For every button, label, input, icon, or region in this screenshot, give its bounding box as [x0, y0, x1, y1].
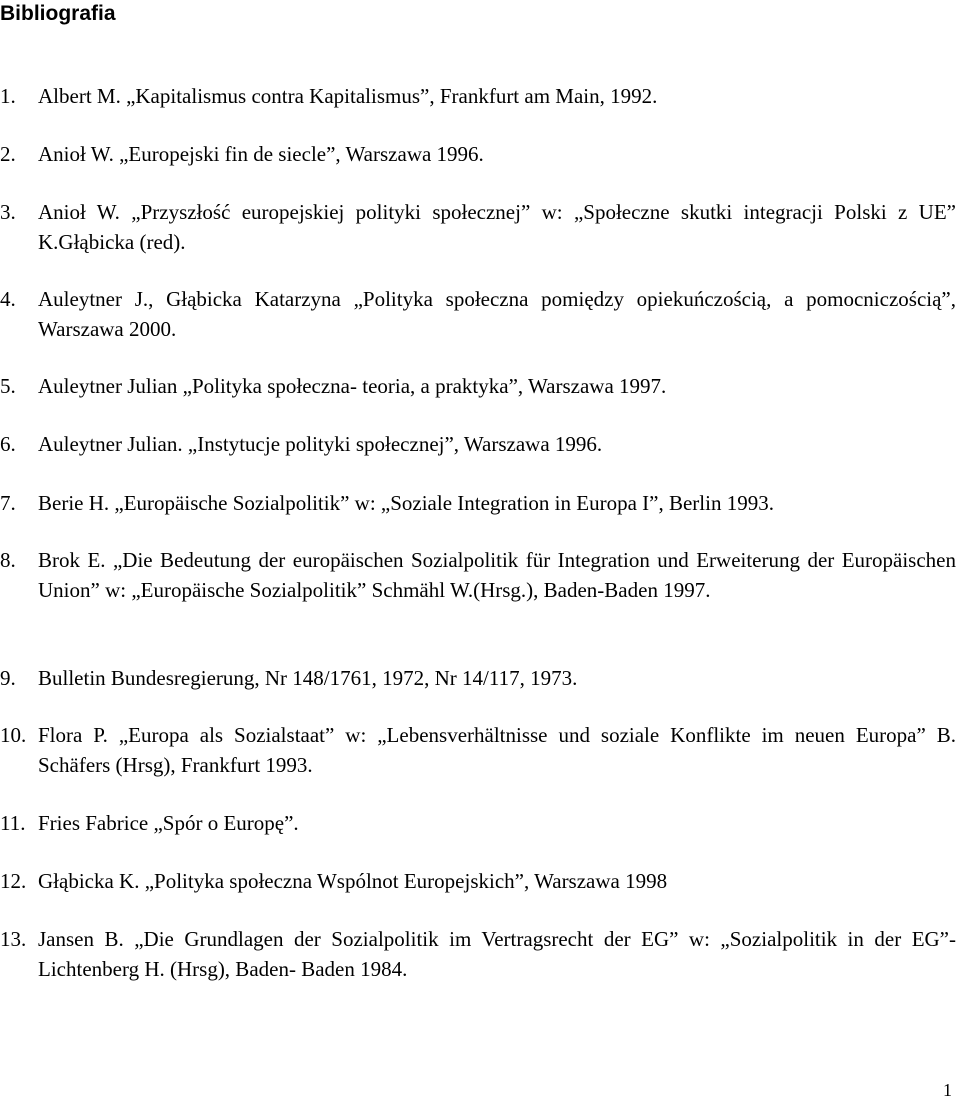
entry-number: 13. [0, 927, 27, 951]
entry-number: 5. [0, 374, 16, 398]
entry-text: Berie H. „Europäische Sozialpolitik” w: „Soziale Integration in Europa I”, Berlin 1993. [38, 491, 774, 515]
page-title: Bibliografia [0, 2, 116, 25]
entry-number: 3. [0, 200, 16, 224]
entry-number: 2. [0, 142, 16, 166]
entry-text: Brok E. „Die Bedeutung der europäischen Sozialpolitik für Integration und Erweiterung der Europäischen Union” w: „Europäische Sozialpolitik” Schmähl W.(Hrsg.), Baden-Baden 1997. [38, 548, 956, 602]
entry-text: Auleytner Julian „Polityka społeczna- teoria, a praktyka”, Warszawa 1997. [38, 374, 667, 398]
entry-text: Anioł W. „Przyszłość europejskiej polityki społecznej” w: „Społeczne skutki integracji Polski z UE” K.Głąbicka (red). [38, 200, 956, 254]
entry-text: Anioł W. „Europejski fin de siecle”, Warszawa 1996. [38, 142, 484, 166]
entry-number: 11. [0, 811, 26, 835]
entry-number: 12. [0, 869, 27, 893]
entry-number: 7. [0, 491, 16, 515]
entry-number: 9. [0, 666, 16, 690]
entry-text: Fries Fabrice „Spór o Europę”. [38, 811, 299, 835]
entry-number: 6. [0, 432, 16, 456]
entry-number: 8. [0, 548, 16, 572]
entry-text: Bulletin Bundesregierung, Nr 148/1761, 1972, Nr 14/117, 1973. [38, 666, 578, 690]
entry-text: Flora P. „Europa als Sozialstaat” w: „Lebensverhältnisse und soziale Konflikte im neuen Europa” B. Schäfers (Hrsg), Frankfurt 1993. [38, 723, 956, 777]
entry-number: 10. [0, 723, 27, 747]
page-number: 1 [943, 1080, 952, 1100]
entry-text: Albert M. „Kapitalismus contra Kapitalismus”, Frankfurt am Main, 1992. [38, 84, 658, 108]
entry-text: Jansen B. „Die Grundlagen der Sozialpolitik im Vertragsrecht der EG” w: „Sozialpolitik in der EG”- Lichtenberg H. (Hrsg), Baden- Baden 1984. [38, 927, 956, 981]
entry-text: Auleytner Julian. „Instytucje polityki społecznej”, Warszawa 1996. [38, 432, 603, 456]
entry-number: 1. [0, 84, 16, 108]
entry-number: 4. [0, 287, 16, 311]
entry-text: Głąbicka K. „Polityka społeczna Wspólnot Europejskich”, Warszawa 1998 [38, 869, 668, 893]
entry-text: Auleytner J., Głąbicka Katarzyna „Polityka społeczna pomiędzy opiekuńczością, a pomocniczością”, Warszawa 2000. [38, 287, 956, 341]
